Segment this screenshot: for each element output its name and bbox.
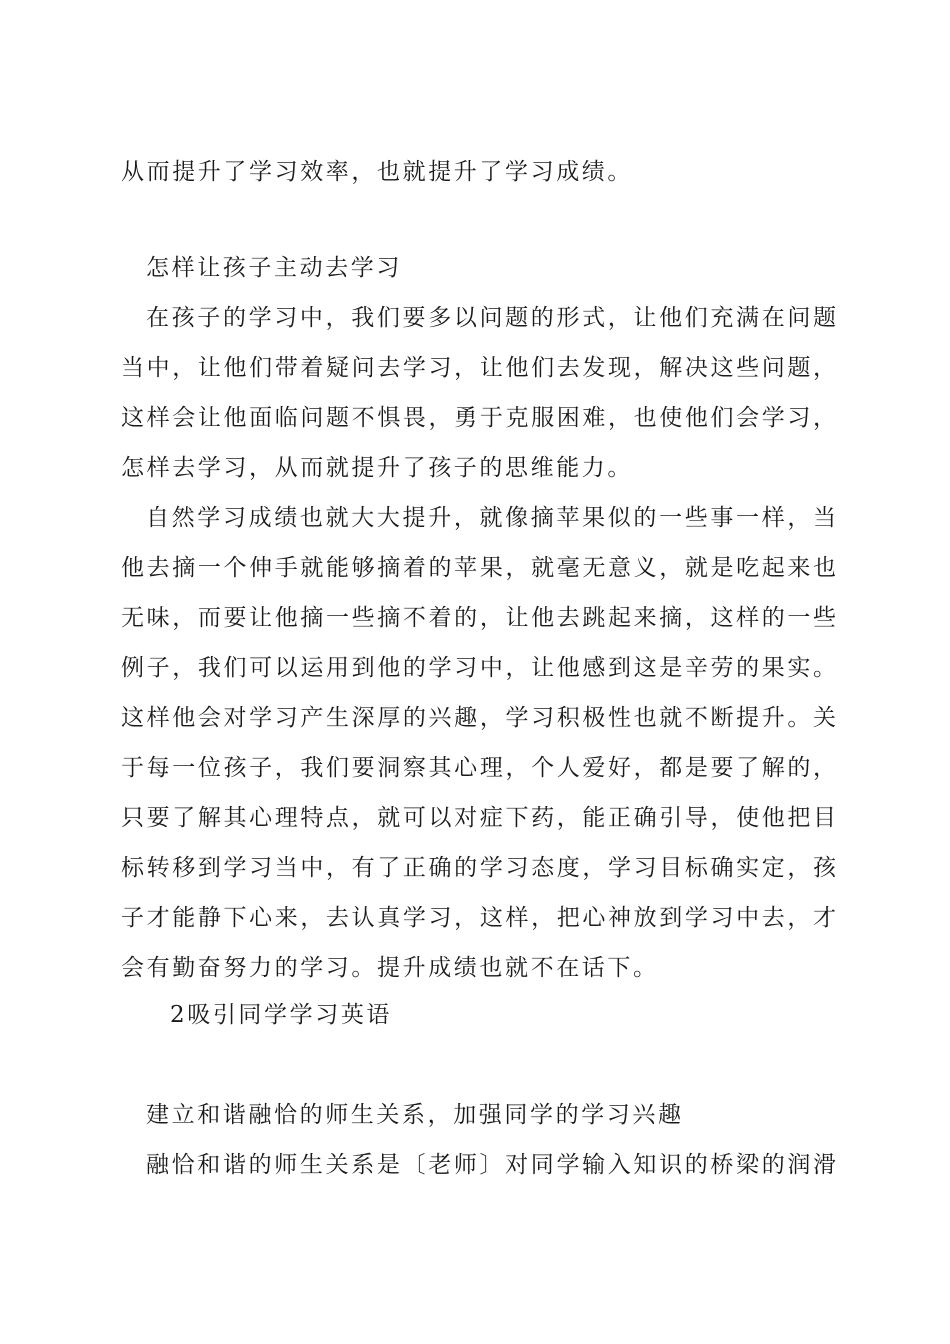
- paragraph-line: 自然学习成绩也就大大提升，就像摘苹果似的一些事一样，当: [146, 505, 836, 531]
- paragraph-line: 会有勤奋努力的学习。提升成绩也就不在话下。: [121, 955, 659, 981]
- paragraph-line: 无味，而要让他摘一些摘不着的，让他去跳起来摘，这样的一些: [121, 605, 836, 631]
- section-heading: 怎样让孩子主动去学习: [146, 255, 402, 281]
- paragraph-line: 他去摘一个伸手就能够摘着的苹果，就毫无意义，就是吃起来也: [121, 555, 836, 581]
- paragraph-line: 融恰和谐的师生关系是〔老师〕对同学输入知识的桥梁的润滑: [146, 1152, 836, 1178]
- paragraph-line: 例子，我们可以运用到他的学习中，让他感到这是辛劳的果实。: [121, 655, 836, 681]
- paragraph-line: 标转移到学习当中，有了正确的学习态度，学习目标确实定，孩: [121, 855, 836, 881]
- paragraph-line: 当中，让他们带着疑问去学习，让他们去发现，解决这些问题，: [121, 355, 836, 381]
- paragraph-line: 这样会让他面临问题不惧畏，勇于克服困难，也使他们会学习，: [121, 405, 836, 431]
- paragraph-line: 于每一位孩子，我们要洞察其心理，个人爱好，都是要了解的，: [121, 755, 836, 781]
- paragraph-line: 子才能静下心来，去认真学习，这样，把心神放到学习中去，才: [121, 905, 836, 931]
- paragraph-line: 只要了解其心理特点，就可以对症下药，能正确引导，使他把目: [121, 805, 836, 831]
- text-line: 从而提升了学习效率，也就提升了学习成绩。: [121, 159, 633, 185]
- section-heading: 2吸引同学学习英语: [170, 1002, 393, 1028]
- paragraph-line: 这样他会对学习产生深厚的兴趣，学习积极性也就不断提升。关: [121, 705, 836, 731]
- paragraph-line: 在孩子的学习中，我们要多以问题的形式，让他们充满在问题: [146, 305, 836, 331]
- paragraph-line: 怎样去学习，从而就提升了孩子的思维能力。: [121, 455, 633, 481]
- section-heading: 建立和谐融恰的师生关系，加强同学的学习兴趣: [146, 1102, 684, 1128]
